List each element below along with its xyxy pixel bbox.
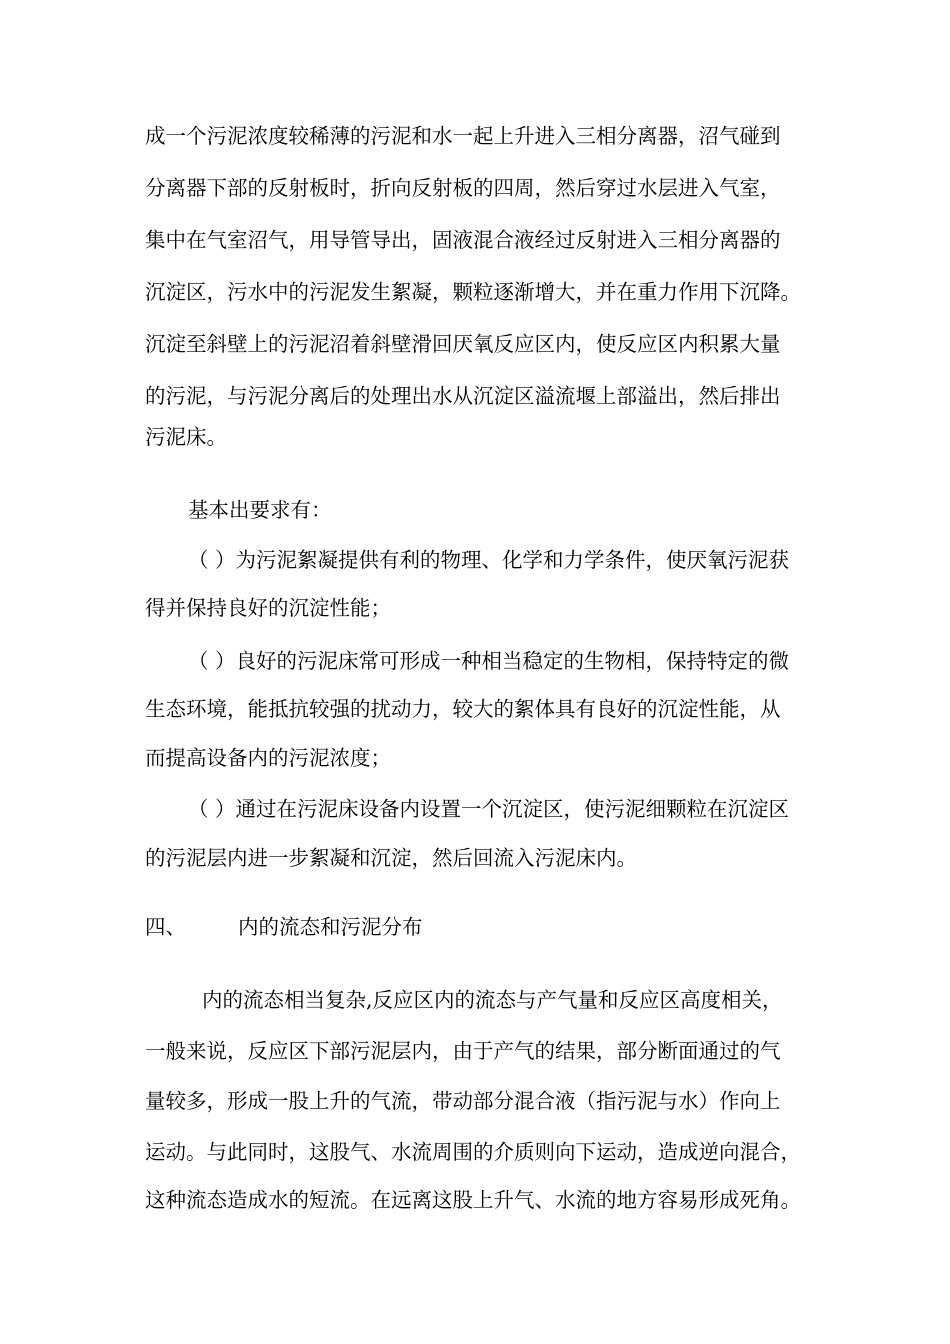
- section-heading-title: 内的流态和污泥分布: [238, 915, 423, 939]
- paragraph1-line-4: 沉淀区，污水中的污泥发生絮凝，颗粒逐渐增大，并在重力作用下沉降。: [145, 280, 801, 304]
- paragraph2-line-4: 运动。与此同时，这股气、水流周围的介质则向下运动，造成逆向混合，: [145, 1140, 801, 1164]
- requirements-intro: 基本出要求有：: [188, 498, 332, 522]
- paragraph1-line-2: 分离器下部的反射板时，折向反射板的四周，然后穿过水层进入气室，: [145, 176, 781, 200]
- requirement-2-line-2: 生态环境，能抵抗较强的扰动力，较大的絮体具有良好的沉淀性能，从: [145, 697, 781, 721]
- paragraph2-line-2: 一般来说，反应区下部污泥层内，由于产气的结果，部分断面通过的气: [145, 1039, 781, 1063]
- paragraph2-line-1: 内的流态相当复杂,反应区内的流态与产气量和反应区高度相关，: [202, 988, 783, 1012]
- paragraph1-line-3: 集中在气室沼气，用导管导出，固液混合液经过反射进入三相分离器的: [145, 228, 781, 252]
- paragraph1-line-1: 成一个污泥浓度较稀薄的污泥和水一起上升进入三相分离器，沼气碰到: [145, 124, 781, 148]
- paragraph1-line-5: 沉淀至斜壁上的污泥沼着斜壁滑回厌氧反应区内，使反应区内积累大量: [145, 332, 781, 356]
- requirement-3-line-1: （ ）通过在污泥床设备内设置一个沉淀区，使污泥细颗粒在沉淀区: [188, 797, 790, 821]
- section-heading-number: 四、: [145, 915, 186, 939]
- paragraph1-line-7: 污泥床。: [145, 425, 227, 449]
- paragraph2-line-5: 这种流态造成水的短流。在远离这股上升气、水流的地方容易形成死角。: [145, 1188, 801, 1212]
- requirement-1-line-2: 得并保持良好的沉淀性能；: [145, 596, 391, 620]
- requirement-1-line-1: （ ）为污泥絮凝提供有利的物理、化学和力学条件，使厌氧污泥获: [188, 548, 790, 572]
- paragraph1-line-6: 的污泥，与污泥分离后的处理出水从沉淀区溢流堰上部溢出，然后排出: [145, 384, 781, 408]
- requirement-2-line-1: （ ）良好的污泥床常可形成一种相当稳定的生物相，保持特定的微: [188, 649, 790, 673]
- paragraph2-line-3: 量较多，形成一股上升的气流，带动部分混合液（指污泥与水）作向上: [145, 1089, 781, 1113]
- requirement-3-line-2: 的污泥层内进一步絮凝和沉淀，然后回流入污泥床内。: [145, 846, 637, 870]
- requirement-2-line-3: 而提高设备内的污泥浓度；: [145, 746, 391, 770]
